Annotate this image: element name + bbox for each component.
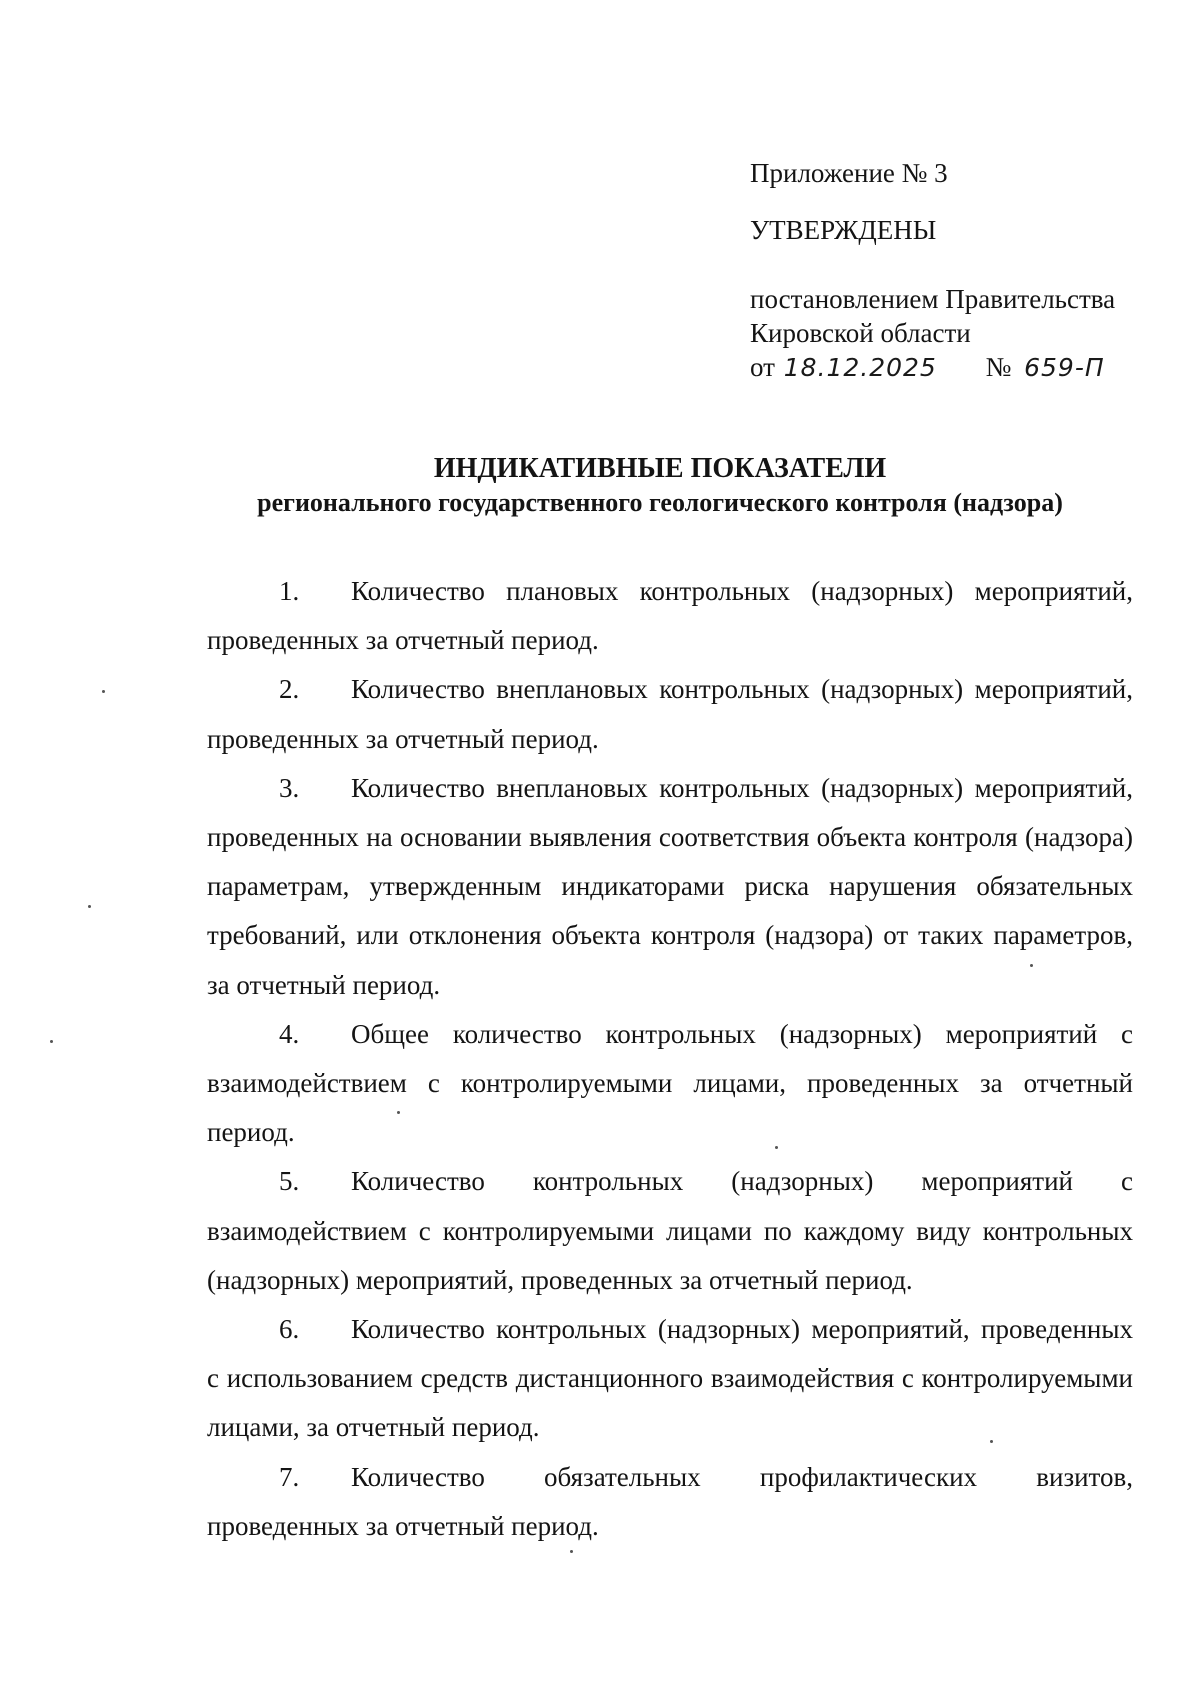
scan-speck [570,1550,573,1553]
approved-label: УТВЕРЖДЕНЫ [750,215,937,245]
item-text: Количество плановых контрольных (надзорных) мероприятий, проведенных за отчетный период. [207,576,1133,656]
handwritten-date: 18.12.2025 [783,353,937,382]
list-item [207,665,1133,763]
item-text: Количество контрольных (надзорных) мероприятий, проведенных с использованием средств дистанционного взаимодействия с контролируемыми лицами, за отчетный период. [207,1314,1133,1443]
decree-line-2: Кировской области [750,318,971,348]
decree-date-number-line [750,350,1170,385]
scan-speck [990,1440,993,1443]
item-number: 4. [279,1018,300,1049]
list-item [207,764,1133,1010]
list-item [207,1157,1133,1305]
scan-speck [775,1146,778,1149]
scan-speck [50,1040,53,1043]
indicators-list [207,567,1133,1551]
approval-header [750,156,1170,385]
decree-line-1: постановлением Правительства [750,284,1116,314]
item-text: Общее количество контрольных (надзорных) мероприятий с взаимодействием с контролируемыми лицами, проведенных за отчетный период. [207,1018,1133,1148]
title-line-1: ИНДИКАТИВНЫЕ ПОКАЗАТЕЛИ [433,453,887,484]
item-number: 1. [279,576,300,606]
scan-speck [1030,964,1033,967]
scan-speck [397,1111,400,1114]
list-item [207,1010,1133,1158]
list-item [207,567,1133,665]
item-text: Количество обязательных профилактических визитов, проведенных за отчетный период. [207,1461,1133,1541]
item-number: 5. [279,1166,300,1197]
scan-speck [102,690,105,693]
item-number: 2. [279,674,300,705]
date-prefix: от [750,352,775,382]
item-number: 6. [279,1314,300,1345]
scan-speck [88,905,91,908]
list-item [207,1305,1133,1453]
document-title [160,452,1160,520]
number-prefix: № [985,352,1012,382]
item-number: 7. [279,1461,300,1492]
list-item [207,1453,1133,1551]
item-number: 3. [279,772,300,803]
item-text: Количество внеплановых контрольных (надзорных) мероприятий, проведенных за отчетный период. [207,674,1133,754]
item-text: Количество контрольных (надзорных) мероприятий с взаимодействием с контролируемыми лицами по каждому виду контрольных (надзорных) мероприятий, проведенных за отчетный период. [207,1166,1133,1295]
appendix-label: Приложение № 3 [750,158,948,188]
title-line-2: регионального государственного геологического контроля (надзора) [257,488,1063,517]
item-text: Количество внеплановых контрольных (надзорных) мероприятий, проведенных на основании выявления соответствия объекта контроля (надзора) параметрам, утвержденным индикаторами риска нарушения обязательных требований, или отклонения объекта контроля (надзора) от таких параметров, за отчетный период. [207,772,1133,1000]
handwritten-number: 659-П [1024,353,1105,382]
